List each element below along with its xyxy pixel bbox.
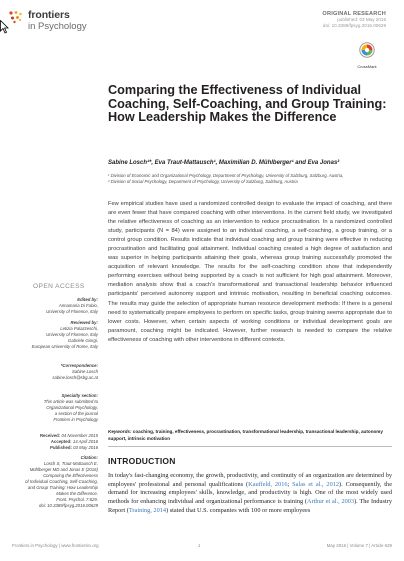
citation-line: Mühlberger MD and Jonas E (2016): [29, 467, 98, 473]
reviewed-by-label: Reviewed by:: [70, 320, 98, 325]
received-value: 04 November 2015: [61, 433, 98, 438]
accepted-label: Accepted:: [50, 439, 72, 445]
editor-name: Annamaria Di Fabio,: [58, 303, 98, 309]
specialty-section-line: Frontiers in Psychology: [53, 417, 98, 423]
keywords-list: coaching, training, effectiveness, procrastination, transformational leadership, transactional leadership, autonomy support, intrinsic motivation: [108, 429, 383, 441]
open-access-label: OPEN ACCESS: [33, 283, 85, 290]
citation-link[interactable]: Arthur et al., 2003: [307, 497, 355, 505]
article-header-meta: [322, 11, 386, 29]
received-label: Received:: [39, 433, 61, 438]
footer-volume: May 2016 | Volume 7 | Article 629: [326, 543, 392, 548]
accepted-value: 14 April 2016: [72, 439, 98, 445]
citation-line: and Group Training: How Leadership: [27, 485, 98, 491]
article-doi[interactable]: doi: 10.3389/fpsyg.2016.00629: [322, 23, 386, 28]
correspondence-email[interactable]: sabine.losch@sbg.ac.at: [52, 375, 98, 381]
journal-name-frontiers: frontiers: [28, 9, 70, 21]
specialty-section-line: This article was submitted to: [43, 399, 98, 405]
citation-label: Citation:: [80, 455, 98, 460]
page-number: 1: [198, 543, 201, 548]
affiliations: [108, 173, 393, 185]
reviewer-name: Gabriele Giorgi,: [67, 338, 98, 344]
abstract-text: Few empirical studies have used a randomized controlled design to evaluate the impact of coaching, and there are even fewer that have compared coaching with other interventions. In the current field study, we investigated the relative effectiveness of coaching as an intervention to reduce procrastination. In a randomized controlled study, participants (N = 84) were assigned to an individual coaching, a self-coaching, a group training, or a control group condition. Results indicate that individual coaching and group training were effective in reducing procrastination and facilitating goal attainment. Individual coaching created a high degree of satisfaction and was superior in helping participants attaining their goals, whereas group training successfully promoted the acquisition of relevant knowledge. The results for the self-coaching condition show that independently performing exercises without being supported by a coach is not sufficient for high goal attainment. Moreover, mediation analysis show that a coach's transformational and transactional leadership behavior influenced participants' perceived autonomy support and intrinsic motivation, resulting in beneficial coaching outcomes. The results may guide the selection of appropriate human resource development methods: If there is a general need to systematically prepare employees to perform on specific tasks, group training seems appropriate due to lower costs. However, when certain aspects of working conditions or individual development goals are paramount, coaching might be indicated. However, further research is needed to compare the relative effectiveness of coaching with other interventions in different contexts.: [108, 201, 392, 343]
article-type: ORIGINAL RESEARCH: [322, 11, 386, 17]
specialty-section-line: a section of the journal: [54, 411, 98, 417]
author-list: Sabine Losch¹*, Eva Traut-Mattausch¹, Maximilian D. Mühlberger¹ and Eva Jonas²: [108, 160, 340, 166]
introduction-text: [108, 472, 392, 515]
intro-text-3: ). Consequently, the demand for increasing employees' skills, knowledge, and productivity is high. One of the most widely used methods for enhancing individual and organizational performance is training (: [108, 480, 392, 505]
intro-text-1: In today's fast-changing economy, the growth, productivity, and continuity of an organization are determined by employees' professional and personal qualifications (: [108, 472, 392, 488]
citation-line: Front. Psychol. 7:629.: [56, 497, 98, 503]
section-divider: [108, 446, 392, 447]
published-date-left: [40, 445, 98, 451]
journal-name-psychology: in Psychology: [28, 21, 87, 32]
reviewer-info: [32, 320, 98, 350]
intro-text-2: ;: [287, 480, 293, 488]
citation-link[interactable]: Training, 2014: [128, 506, 167, 514]
affiliation-2: ² Division of Social Psychology, Department of Psychology, University of Salzburg, Salzburg, Austria: [108, 179, 298, 185]
frontiers-logo-icon: [8, 10, 24, 24]
published-date: published: 03 May 2016: [337, 17, 386, 22]
reviewer-affiliation: European University of Rome, Italy: [31, 344, 98, 350]
citation-link[interactable]: Salas et al., 2012: [292, 480, 340, 488]
correspondence-info: [52, 363, 98, 381]
crossmark-label: CrossMark: [357, 64, 377, 69]
citation-line: Makes the Difference.: [56, 491, 98, 497]
published-label: Published:: [49, 445, 72, 451]
keywords: [108, 429, 392, 442]
keywords-label: Keywords:: [108, 429, 132, 434]
article-title: Comparing the Effectiveness of Individual Coaching, Self-Coaching, and Group Training: How Leadership Makes the Difference: [108, 83, 387, 125]
intro-text-4: ). The Industry Report (: [108, 497, 393, 514]
edited-by-label: Edited by:: [77, 297, 98, 302]
specialty-section-label: Specialty section:: [61, 393, 98, 398]
specialty-section-info: [44, 393, 98, 423]
dates-info: [40, 433, 98, 451]
footer-journal[interactable]: Frontiers in Psychology | www.frontiersin.org: [12, 543, 99, 548]
affiliation-1: ¹ Division of Economic and Organizational Psychology, Department of Psychology, University of Salzburg, Salzburg, Austria,: [108, 173, 344, 178]
published-value: 03 May 2016: [73, 445, 98, 451]
correspondence-name: Sabine Losch: [71, 369, 98, 375]
citation-line: Comparing the Effectiveness: [43, 473, 98, 479]
reviewer-affiliation: University of Florence, Italy: [46, 332, 98, 338]
reviewer-name: Letizia Palazzeschi,: [60, 326, 98, 332]
citation-line: of Individual Coaching, Self-Coaching,: [25, 479, 98, 485]
citation-link[interactable]: Kauffeld, 2016: [248, 480, 288, 488]
correspondence-label: *Correspondence:: [60, 363, 98, 368]
editor-info: [46, 297, 98, 315]
introduction-heading: INTRODUCTION: [108, 456, 176, 466]
citation-info: [25, 455, 98, 509]
editor-affiliation: University of Florence, Italy: [46, 309, 98, 315]
crossmark-icon: [359, 42, 375, 58]
citation-line[interactable]: doi: 10.3389/fpsyg.2016.00629: [38, 503, 98, 509]
crossmark-badge[interactable]: [356, 42, 378, 69]
specialty-section-line: Organizational Psychology,: [46, 405, 98, 411]
citation-line: Losch S, Traut-Mattausch E,: [43, 461, 98, 467]
intro-text-5: ) stated that U.S. companies with 100 or more employees: [166, 506, 311, 514]
